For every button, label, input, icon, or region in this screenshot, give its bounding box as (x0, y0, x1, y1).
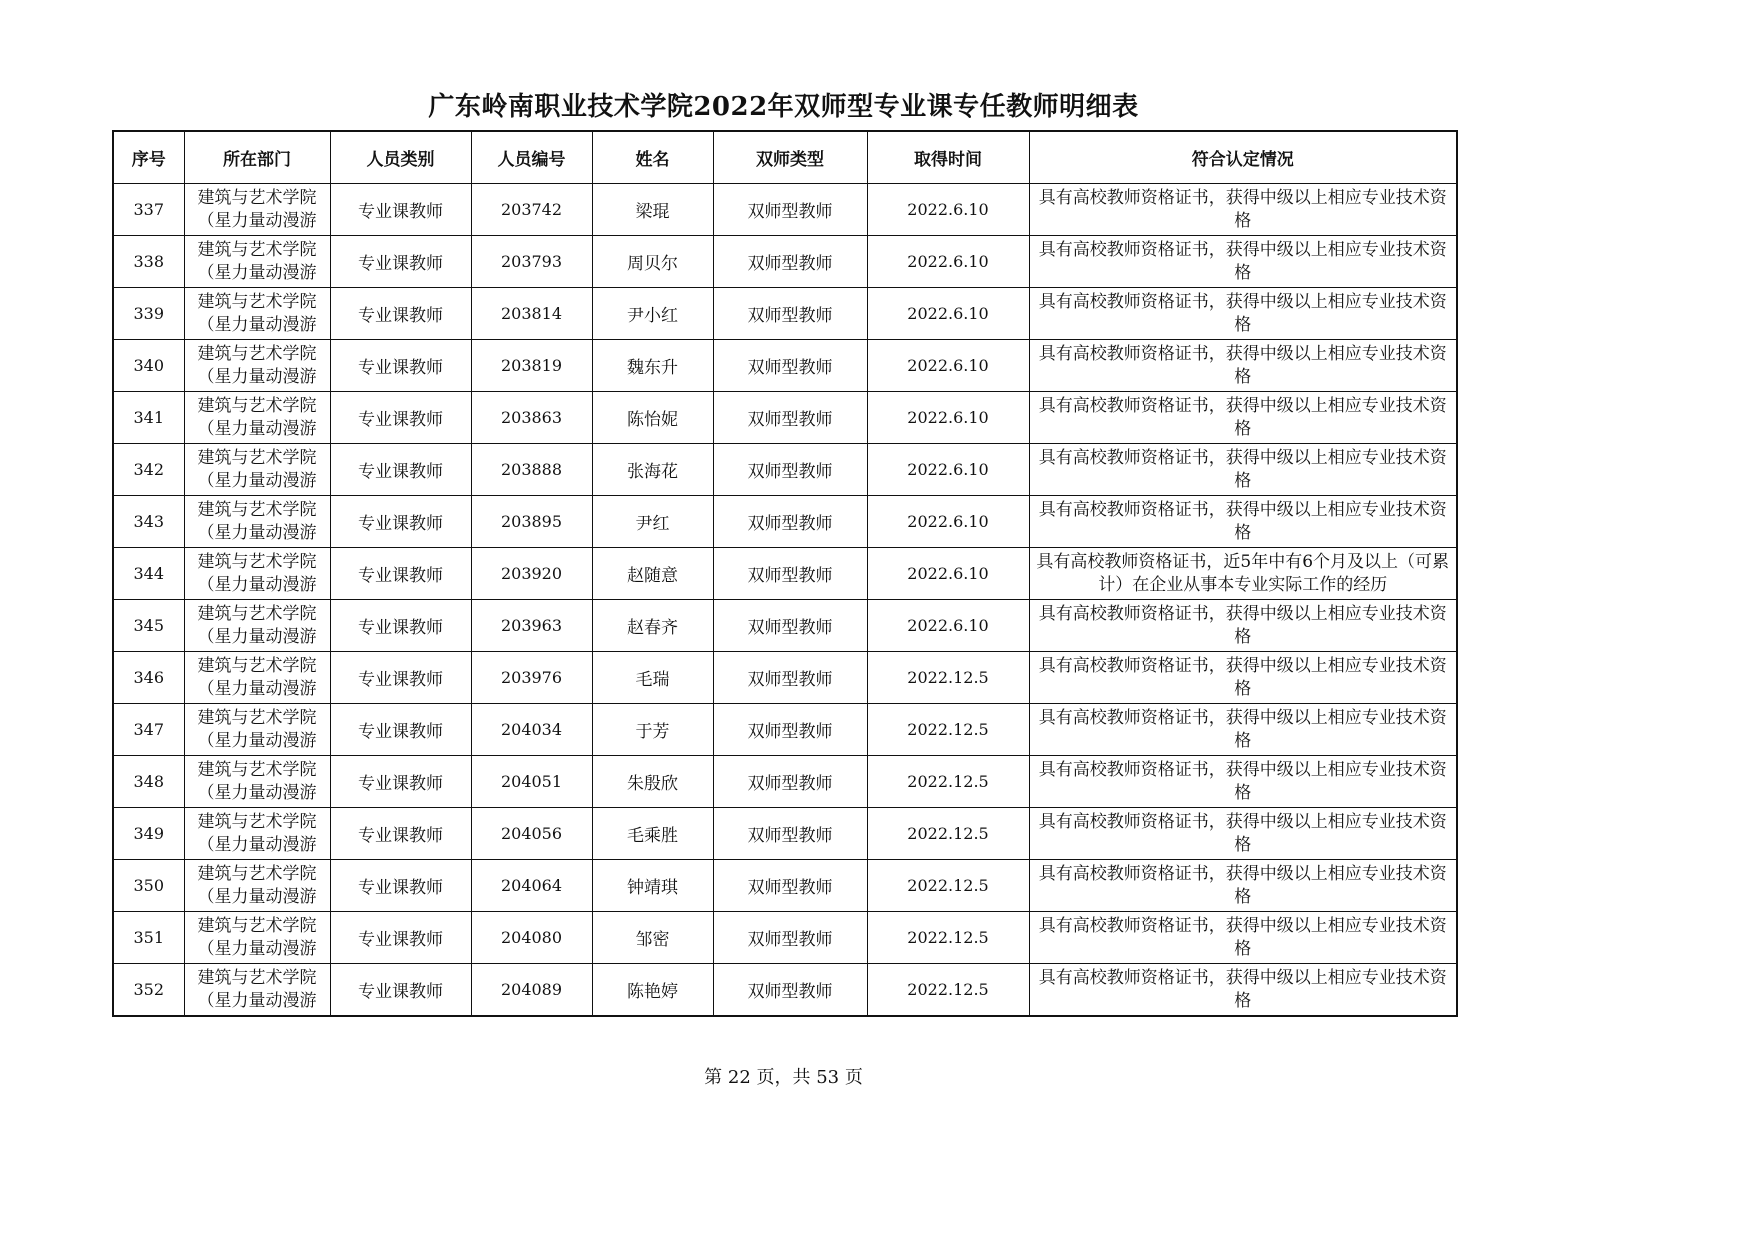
cell-id: 203963 (471, 600, 592, 652)
cell-date: 2022.12.5 (867, 704, 1029, 756)
cell-basis (1029, 444, 1457, 496)
cell-type: 双师型教师 (713, 756, 867, 808)
cell-dept-text: 建筑与艺术学院（星力量动漫游 (197, 395, 317, 439)
cell-type: 双师型教师 (713, 392, 867, 444)
cell-type: 双师型教师 (713, 912, 867, 964)
cell-dept-text: 建筑与艺术学院（星力量动漫游 (197, 863, 317, 907)
cell-name: 毛瑞 (592, 652, 713, 704)
cell-basis-text: 具有高校教师资格证书，获得中级以上相应专业技术资格 (1038, 447, 1447, 491)
cell-basis-text: 具有高校教师资格证书，获得中级以上相应专业技术资格 (1038, 395, 1447, 439)
cell-type: 双师型教师 (713, 184, 867, 236)
cell-basis-text: 具有高校教师资格证书，获得中级以上相应专业技术资格 (1038, 239, 1447, 283)
header-id: 人员编号 (471, 131, 592, 184)
cell-date: 2022.12.5 (867, 652, 1029, 704)
table-row (113, 340, 1457, 392)
cell-basis (1029, 288, 1457, 340)
cell-dept (184, 340, 330, 392)
cell-date: 2022.12.5 (867, 964, 1029, 1017)
table-row (113, 288, 1457, 340)
cell-dept-text: 建筑与艺术学院（星力量动漫游 (197, 603, 317, 647)
cell-name: 周贝尔 (592, 236, 713, 288)
cell-dept-text: 建筑与艺术学院（星力量动漫游 (197, 499, 317, 543)
cell-type: 双师型教师 (713, 236, 867, 288)
cell-basis (1029, 704, 1457, 756)
cell-name: 魏东升 (592, 340, 713, 392)
cell-id: 204034 (471, 704, 592, 756)
cell-basis (1029, 652, 1457, 704)
cell-dept (184, 444, 330, 496)
cell-id: 203742 (471, 184, 592, 236)
table-row (113, 652, 1457, 704)
cell-seq: 349 (113, 808, 184, 860)
cell-dept (184, 912, 330, 964)
cell-category: 专业课教师 (330, 288, 471, 340)
cell-dept (184, 548, 330, 600)
cell-dept (184, 652, 330, 704)
cell-dept-text: 建筑与艺术学院（星力量动漫游 (197, 915, 317, 959)
cell-dept (184, 600, 330, 652)
cell-basis-text: 具有高校教师资格证书，获得中级以上相应专业技术资格 (1038, 291, 1447, 335)
cell-dept-text: 建筑与艺术学院（星力量动漫游 (197, 447, 317, 491)
cell-id: 203863 (471, 392, 592, 444)
cell-type: 双师型教师 (713, 496, 867, 548)
cell-basis (1029, 340, 1457, 392)
cell-category: 专业课教师 (330, 808, 471, 860)
cell-dept (184, 704, 330, 756)
cell-basis-text: 具有高校教师资格证书，获得中级以上相应专业技术资格 (1038, 863, 1447, 907)
cell-basis (1029, 808, 1457, 860)
cell-seq: 341 (113, 392, 184, 444)
cell-name: 尹小红 (592, 288, 713, 340)
cell-category: 专业课教师 (330, 860, 471, 912)
header-date: 取得时间 (867, 131, 1029, 184)
cell-type: 双师型教师 (713, 652, 867, 704)
cell-category: 专业课教师 (330, 444, 471, 496)
cell-dept (184, 496, 330, 548)
cell-date: 2022.12.5 (867, 808, 1029, 860)
cell-category: 专业课教师 (330, 756, 471, 808)
page-footer: 第 22 页，共 53 页 (704, 1067, 863, 1088)
cell-basis-text: 具有高校教师资格证书，获得中级以上相应专业技术资格 (1038, 915, 1447, 959)
cell-type: 双师型教师 (713, 340, 867, 392)
cell-seq: 352 (113, 964, 184, 1017)
header-name: 姓名 (592, 131, 713, 184)
cell-category: 专业课教师 (330, 340, 471, 392)
cell-dept-text: 建筑与艺术学院（星力量动漫游 (197, 239, 317, 283)
cell-basis-text: 具有高校教师资格证书，获得中级以上相应专业技术资格 (1038, 707, 1447, 751)
cell-basis (1029, 912, 1457, 964)
cell-name: 赵随意 (592, 548, 713, 600)
header-row (113, 131, 1457, 184)
cell-id: 203814 (471, 288, 592, 340)
page-title: 广东岭南职业技术学院2022年双师型专业课专任教师明细表 (428, 92, 1139, 122)
table-row (113, 392, 1457, 444)
cell-name: 梁琨 (592, 184, 713, 236)
cell-basis-text: 具有高校教师资格证书，获得中级以上相应专业技术资格 (1038, 655, 1447, 699)
cell-seq: 347 (113, 704, 184, 756)
cell-dept-text: 建筑与艺术学院（星力量动漫游 (197, 655, 317, 699)
cell-basis-text: 具有高校教师资格证书，获得中级以上相应专业技术资格 (1038, 499, 1447, 543)
cell-date: 2022.12.5 (867, 756, 1029, 808)
cell-date: 2022.6.10 (867, 600, 1029, 652)
cell-id: 204080 (471, 912, 592, 964)
cell-basis (1029, 964, 1457, 1017)
cell-category: 专业课教师 (330, 184, 471, 236)
cell-seq: 350 (113, 860, 184, 912)
cell-id: 203819 (471, 340, 592, 392)
cell-basis (1029, 860, 1457, 912)
cell-id: 204056 (471, 808, 592, 860)
cell-basis-text: 具有高校教师资格证书，获得中级以上相应专业技术资格 (1038, 967, 1447, 1011)
header-type: 双师类型 (713, 131, 867, 184)
cell-category: 专业课教师 (330, 392, 471, 444)
cell-name: 邹密 (592, 912, 713, 964)
cell-basis (1029, 600, 1457, 652)
cell-basis-text: 具有高校教师资格证书，近5年中有6个月及以上（可累计）在企业从事本专业实际工作的经历 (1036, 551, 1450, 595)
cell-date: 2022.6.10 (867, 184, 1029, 236)
table-row (113, 236, 1457, 288)
cell-date: 2022.6.10 (867, 548, 1029, 600)
cell-seq: 342 (113, 444, 184, 496)
header-category: 人员类别 (330, 131, 471, 184)
cell-name: 尹红 (592, 496, 713, 548)
cell-name: 毛乘胜 (592, 808, 713, 860)
cell-type: 双师型教师 (713, 600, 867, 652)
cell-dept-text: 建筑与艺术学院（星力量动漫游 (197, 759, 317, 803)
cell-dept (184, 964, 330, 1017)
cell-id: 203793 (471, 236, 592, 288)
table-row (113, 444, 1457, 496)
cell-dept (184, 392, 330, 444)
cell-id: 204051 (471, 756, 592, 808)
cell-category: 专业课教师 (330, 600, 471, 652)
cell-dept-text: 建筑与艺术学院（星力量动漫游 (197, 967, 317, 1011)
cell-seq: 345 (113, 600, 184, 652)
cell-basis (1029, 392, 1457, 444)
cell-type: 双师型教师 (713, 808, 867, 860)
cell-dept (184, 236, 330, 288)
cell-name: 张海花 (592, 444, 713, 496)
cell-dept (184, 184, 330, 236)
cell-dept-text: 建筑与艺术学院（星力量动漫游 (197, 551, 317, 595)
cell-seq: 343 (113, 496, 184, 548)
cell-basis-text: 具有高校教师资格证书，获得中级以上相应专业技术资格 (1038, 603, 1447, 647)
cell-date: 2022.6.10 (867, 444, 1029, 496)
table-row (113, 704, 1457, 756)
cell-basis-text: 具有高校教师资格证书，获得中级以上相应专业技术资格 (1038, 811, 1447, 855)
cell-name: 钟靖琪 (592, 860, 713, 912)
cell-date: 2022.6.10 (867, 496, 1029, 548)
table-row (113, 756, 1457, 808)
cell-date: 2022.12.5 (867, 860, 1029, 912)
cell-basis-text: 具有高校教师资格证书，获得中级以上相应专业技术资格 (1038, 759, 1447, 803)
cell-dept-text: 建筑与艺术学院（星力量动漫游 (197, 291, 317, 335)
cell-seq: 337 (113, 184, 184, 236)
cell-date: 2022.6.10 (867, 392, 1029, 444)
table-body (113, 184, 1457, 1017)
cell-seq: 348 (113, 756, 184, 808)
table-row (113, 860, 1457, 912)
teacher-table (112, 130, 1458, 1017)
cell-basis (1029, 236, 1457, 288)
cell-seq: 340 (113, 340, 184, 392)
cell-type: 双师型教师 (713, 288, 867, 340)
table-row (113, 548, 1457, 600)
cell-id: 204089 (471, 964, 592, 1017)
cell-seq: 344 (113, 548, 184, 600)
cell-seq: 351 (113, 912, 184, 964)
cell-id: 203976 (471, 652, 592, 704)
cell-seq: 346 (113, 652, 184, 704)
cell-type: 双师型教师 (713, 444, 867, 496)
cell-dept-text: 建筑与艺术学院（星力量动漫游 (197, 187, 317, 231)
cell-category: 专业课教师 (330, 548, 471, 600)
cell-category: 专业课教师 (330, 652, 471, 704)
cell-basis-text: 具有高校教师资格证书，获得中级以上相应专业技术资格 (1038, 187, 1447, 231)
cell-name: 陈艳婷 (592, 964, 713, 1017)
cell-dept (184, 808, 330, 860)
table-row (113, 912, 1457, 964)
cell-category: 专业课教师 (330, 496, 471, 548)
cell-date: 2022.12.5 (867, 912, 1029, 964)
table-row (113, 496, 1457, 548)
cell-dept-text: 建筑与艺术学院（星力量动漫游 (197, 811, 317, 855)
cell-category: 专业课教师 (330, 236, 471, 288)
cell-name: 于芳 (592, 704, 713, 756)
cell-basis (1029, 184, 1457, 236)
cell-basis (1029, 496, 1457, 548)
cell-category: 专业课教师 (330, 964, 471, 1017)
cell-id: 203888 (471, 444, 592, 496)
cell-id: 204064 (471, 860, 592, 912)
cell-dept (184, 756, 330, 808)
table-row (113, 808, 1457, 860)
cell-dept (184, 288, 330, 340)
cell-basis (1029, 548, 1457, 600)
cell-basis (1029, 756, 1457, 808)
header-seq: 序号 (113, 131, 184, 184)
cell-dept-text: 建筑与艺术学院（星力量动漫游 (197, 707, 317, 751)
cell-name: 赵春齐 (592, 600, 713, 652)
cell-category: 专业课教师 (330, 704, 471, 756)
header-dept: 所在部门 (184, 131, 330, 184)
cell-dept-text: 建筑与艺术学院（星力量动漫游 (197, 343, 317, 387)
cell-date: 2022.6.10 (867, 340, 1029, 392)
cell-basis-text: 具有高校教师资格证书，获得中级以上相应专业技术资格 (1038, 343, 1447, 387)
cell-dept (184, 860, 330, 912)
table-row (113, 184, 1457, 236)
cell-type: 双师型教师 (713, 964, 867, 1017)
cell-id: 203895 (471, 496, 592, 548)
cell-type: 双师型教师 (713, 548, 867, 600)
cell-id: 203920 (471, 548, 592, 600)
cell-type: 双师型教师 (713, 860, 867, 912)
header-basis: 符合认定情况 (1029, 131, 1457, 184)
cell-type: 双师型教师 (713, 704, 867, 756)
cell-seq: 338 (113, 236, 184, 288)
cell-name: 朱殷欣 (592, 756, 713, 808)
cell-seq: 339 (113, 288, 184, 340)
cell-name: 陈怡妮 (592, 392, 713, 444)
table-row (113, 964, 1457, 1017)
cell-date: 2022.6.10 (867, 288, 1029, 340)
cell-category: 专业课教师 (330, 912, 471, 964)
cell-date: 2022.6.10 (867, 236, 1029, 288)
table-row (113, 600, 1457, 652)
